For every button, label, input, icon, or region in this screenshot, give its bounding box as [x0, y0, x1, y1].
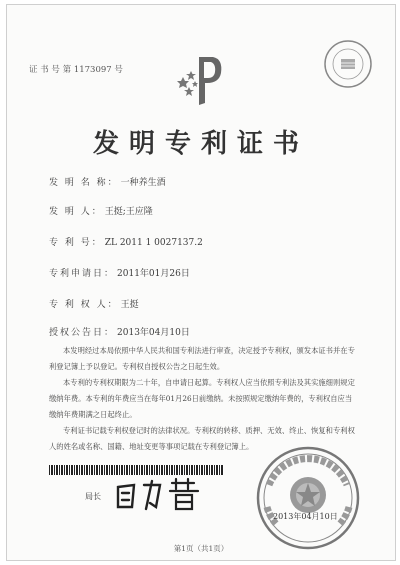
- field-label: 专 利 号：: [49, 238, 103, 248]
- director-label: 局长: [85, 492, 101, 501]
- director-signature: [112, 475, 207, 515]
- barcode: [49, 465, 224, 475]
- official-seal-icon: [255, 445, 361, 551]
- field-grant-date: [49, 325, 190, 338]
- patent-office-logo: [177, 49, 229, 107]
- field-value: 2011年01月26日: [117, 269, 190, 279]
- document-title: 发明专利证书: [92, 129, 309, 159]
- field-invention-name: [49, 175, 166, 188]
- certificate: [6, 4, 396, 561]
- field-value: 王挺;王应隆: [104, 207, 153, 217]
- certificate-number-value: 1173097: [73, 65, 112, 75]
- certificate-number-suffix: 号: [114, 65, 123, 75]
- field-value: ZL 2011 1 0027137.2: [104, 238, 203, 248]
- body-paragraph: 本专利的专利权期限为二十年，自申请日起算。专利权人应当依照专利法及其实施细则规定缴纳年费。本专利的年费应当在每年01月26日前缴纳。未按照规定缴纳年费的，专利权自应当缴纳年费期满之日起终止。: [49, 378, 355, 419]
- body-paragraph: 本发明经过本局依照中华人民共和国专利法进行审查，决定授予专利权，颁发本证书并在专利登记簿上予以登记。专利权自授权公告之日起生效。: [49, 346, 355, 371]
- field-value: 一种养生酒: [120, 178, 166, 188]
- field-value: 王挺: [120, 300, 139, 310]
- seal-date: 2013年04月10日: [273, 512, 338, 521]
- field-patentee: [49, 297, 139, 310]
- field-label: 授权公告日：: [49, 328, 116, 338]
- field-label: 发 明 人：: [49, 207, 103, 217]
- body-paragraph: 专利证书记载专利权登记时的法律状况。专利权的转移、质押、无效、终止、恢复和专利权人的姓名或名称、国籍、地址变更等事项记载在专利登记簿上。: [49, 426, 355, 451]
- field-label: 发 明 名 称：: [49, 178, 119, 188]
- certificate-body: [49, 343, 359, 455]
- field-inventors: [49, 204, 153, 217]
- field-application-date: [49, 266, 190, 279]
- top-seal-icon: [323, 39, 373, 89]
- page-number: 第1页（共1页）: [173, 544, 229, 553]
- certificate-number: [29, 63, 123, 75]
- field-patent-number: [49, 235, 203, 248]
- field-value: 2013年04月10日: [117, 328, 190, 338]
- field-label: 专 利 权 人：: [49, 300, 119, 310]
- field-label: 专利申请日：: [49, 269, 116, 279]
- certificate-number-label: 证 书 号 第: [29, 65, 72, 75]
